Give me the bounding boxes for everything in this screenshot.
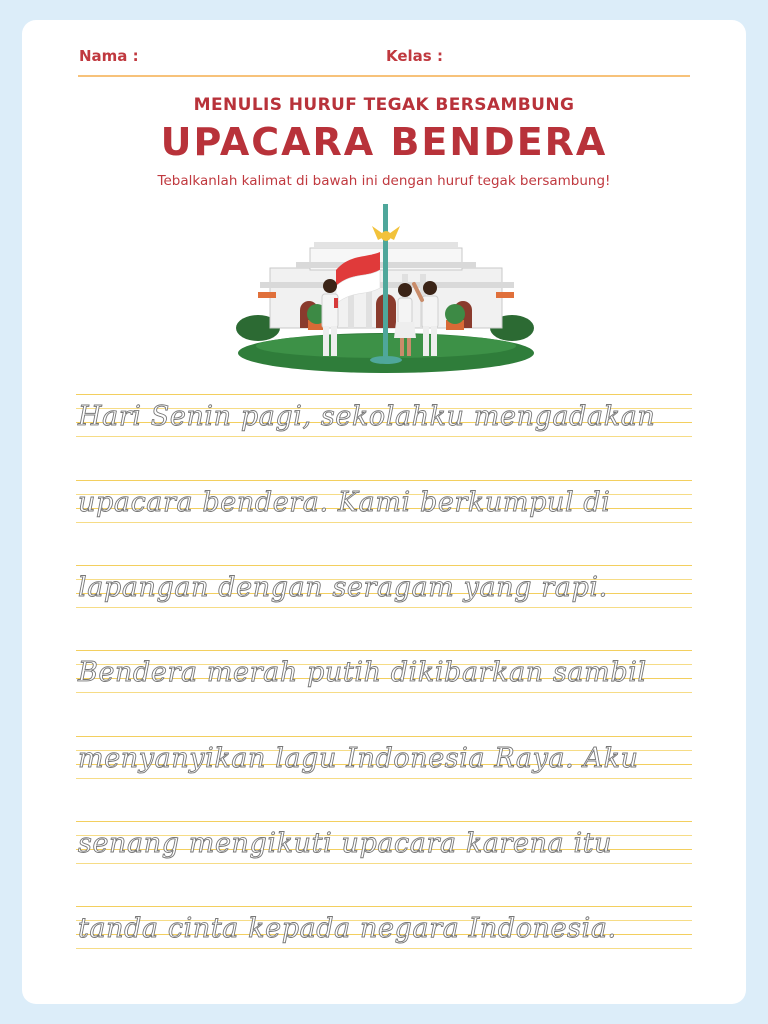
tracing-text: tanda cinta kepada negara Indonesia. xyxy=(78,913,617,944)
tracing-text: Hari Senin pagi, sekolahku mengadakan xyxy=(78,401,656,432)
tracing-row xyxy=(76,480,692,522)
tracing-text: senang mengikuti upacara karena itu xyxy=(78,828,613,859)
worksheet-instruction: Tebalkanlah kalimat di bawah ini dengan huruf tegak bersambung! xyxy=(157,173,611,189)
tracing-row xyxy=(76,565,692,607)
worksheet-subtitle: MENULIS HURUF TEGAK BERSAMBUNG xyxy=(193,95,575,115)
tracing-text: menyanyikan lagu Indonesia Raya. Aku xyxy=(78,743,639,774)
worksheet-title: UPACARA BENDERA xyxy=(160,120,608,164)
tracing-row xyxy=(76,736,692,778)
tracing-row xyxy=(76,650,692,692)
tracing-text: Bendera merah putih dikibarkan sambil xyxy=(78,657,647,688)
worksheet-page xyxy=(22,20,746,1004)
tracing-row xyxy=(76,821,692,863)
tracing-text: lapangan dengan seragam yang rapi. xyxy=(78,572,608,603)
header-divider xyxy=(78,75,690,77)
tracing-text: upacara bendera. Kami berkumpul di xyxy=(78,487,611,518)
flag-ceremony-illustration xyxy=(230,196,542,376)
name-label: Nama : xyxy=(79,47,139,65)
tracing-row xyxy=(76,394,692,436)
class-label: Kelas : xyxy=(386,47,443,65)
tracing-row xyxy=(76,906,692,948)
